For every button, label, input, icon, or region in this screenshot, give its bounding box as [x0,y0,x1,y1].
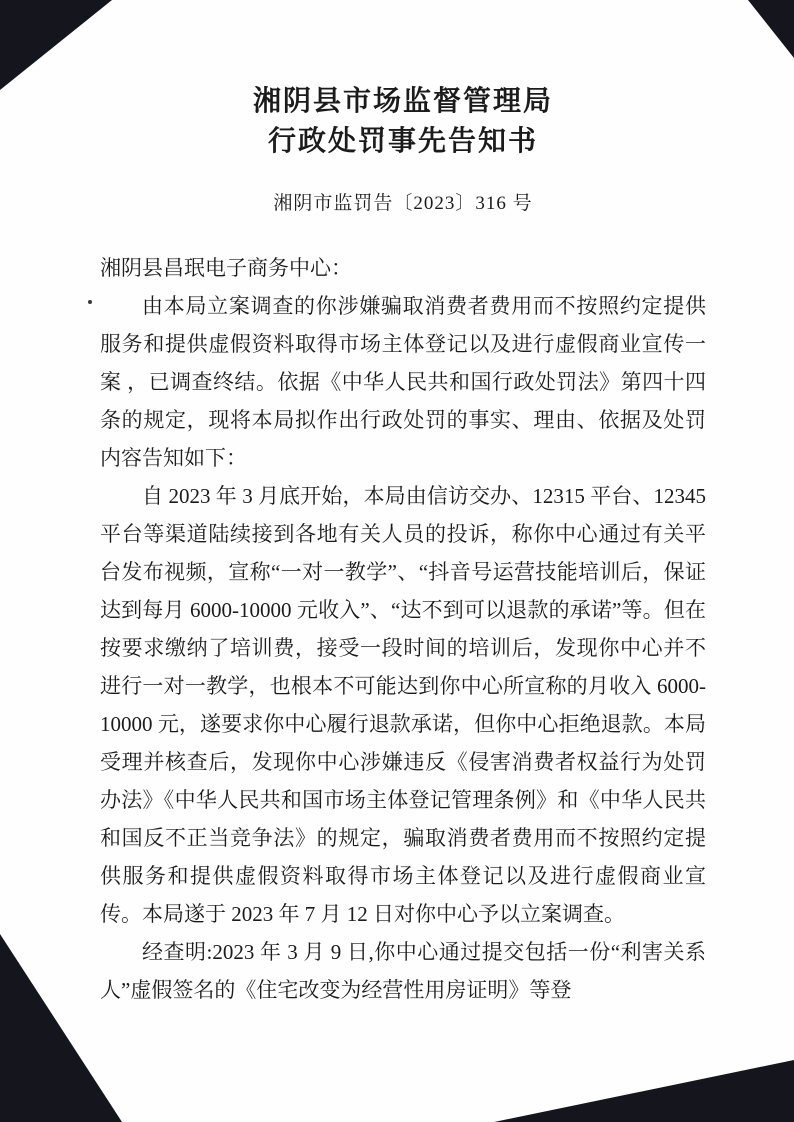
document-body [100,249,706,1009]
document-title-line1: 湘阴县市场监督管理局 [252,86,553,117]
document-title-line2: 行政处罚事先告知书 [267,126,538,157]
paragraph-case-summary: 由本局立案调查的你涉嫌骗取消费者费用而不按照约定提供服务和提供虚假资料取得市场主体登记以及进行虚假商业宣传一案 ，已调查终结。依据《中华人民共和国行政处罚法》第四十四条的规定，现将本局拟作出行政处罚的事实、理由、依据及处罚内容告知如下： [100,294,706,470]
document-number: 湘阴市监罚告〔2023〕316 号 [273,193,533,214]
document-content [100,82,706,1009]
scan-corner-artifact-top-left [0,0,112,90]
scan-corner-artifact-top-right [748,0,794,58]
scan-corner-artifact-bottom-right [494,1060,794,1122]
paragraph-complaint-details: 自 2023 年 3 月底开始，本局由信访交办、12315 平台、12345 平台等渠道陆续接到各地有关人员的投诉，称你中心通过有关平台发布视频，宣称“一对一教学”、“抖音号运营技能培训后，保证达到每月 6000-10000 元收入”、“达不到可以退款的承诺”等。但在按要求缴纳了培训费，接受一段时间的培训后，发现你中心并不进行一对一教学，也根本不可能达到你中心所宣称的月收入 6000-10000 元，遂要求你中心履行退款承诺，但你中心拒绝退款。本局受理并核查后，发现你中心涉嫌违反《侵害消费者权益行为处罚办法》《中华人民共和国市场主体登记管理条例》和《中华人民共和国反不正当竞争法》的规定，骗取消费者费用而不按照约定提供服务和提供虚假资料取得市场主体登记以及进行虚假商业宣传。本局遂于 2023 年 7 月 12 日对你中心予以立案调查。 [100,484,706,926]
paragraph-addressee: 湘阴县昌珉电子商务中心： [100,256,352,280]
document-title [100,82,706,162]
scan-speck-artifact [88,300,92,304]
paragraph-investigation-findings: 经查明:2023 年 3 月 9 日,你中心通过提交包括一份“利害关系人”虚假签名的《住宅改变为经营性用房证明》等登 [100,940,706,1002]
